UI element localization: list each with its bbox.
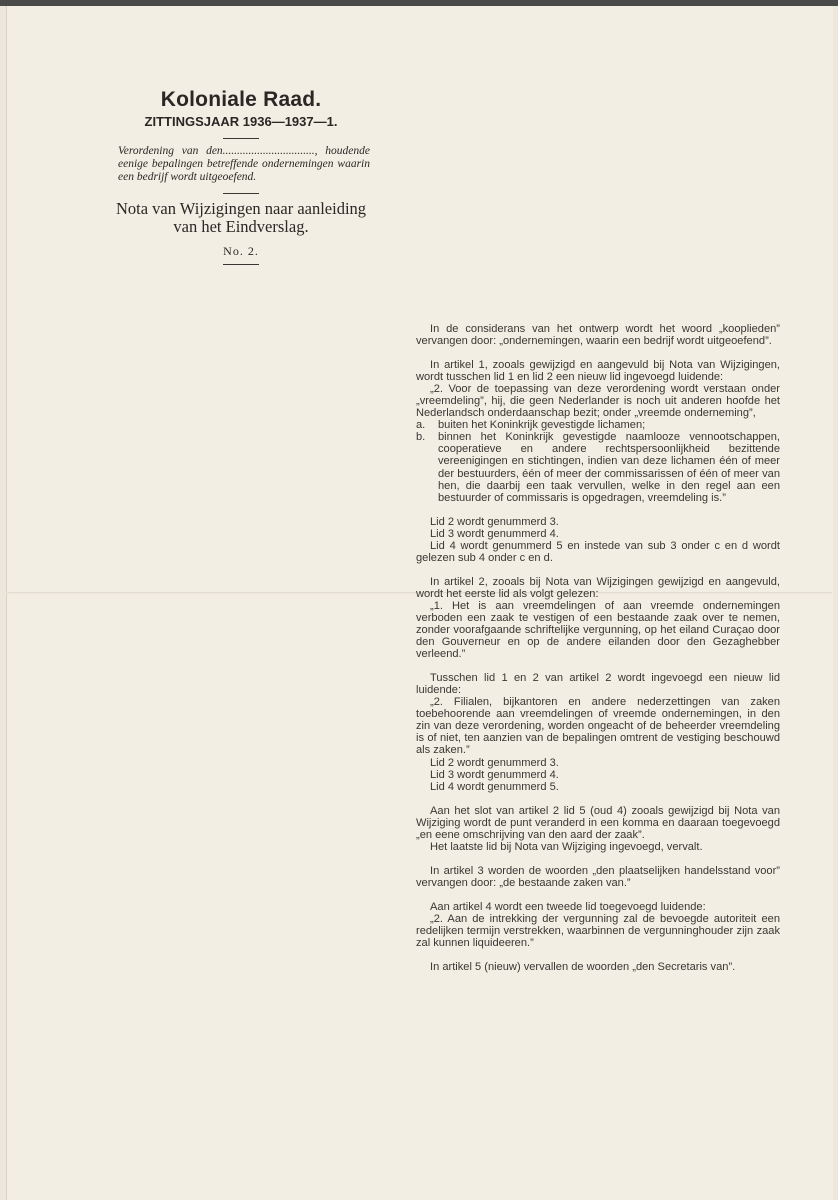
divider: [223, 264, 259, 265]
paragraph-new-lid: [416, 672, 780, 792]
renumber-line: Lid 2 wordt genummerd 3.: [430, 756, 559, 769]
paragraph-artikel-4: [416, 901, 780, 949]
paragraph-artikel-3: In artikel 3 worden de woorden „den plaatselijken handelsstand voor” vervangen door: „de bestaande zaken van.”: [416, 864, 780, 889]
council-title: Koloniale Raad.: [160, 88, 322, 111]
paragraph-intro: Aan artikel 4 wordt een tweede lid toegevoegd luidende:: [430, 900, 706, 913]
list-label: a.: [416, 419, 426, 432]
renumber-line: Lid 4 wordt genummerd 5.: [430, 780, 559, 793]
quoted-text: „1. Het is aan vreemdelingen of aan vreemde ondernemingen verboden een zaak te vestigen of een bestaande zaak over te nemen, zonder voorafgaande schriftelijke vergunning, op het eiland Curaçao door den Gouverneur en op de andere eilanden door den Gezaghebber verleend.”: [416, 599, 780, 661]
paragraph-artikel-2: [416, 576, 780, 660]
paragraph-artikel-2-lid-5: [416, 805, 780, 853]
list-text: buiten het Koninkrijk gevestigde lichamen;: [438, 419, 646, 432]
session-year: ZITTINGSJAAR 1936—1937—1.: [144, 114, 338, 129]
list-text: binnen het Koninkrijk gevestigde naamlooze vennootschappen, cooperatieve en andere rechtspersoonlijkheid bezittende vereenigingen en stichtingen, indien van deze lichamen één of meer der bestuurders, één of meer der commissarissen of één of meer van hen, die daarbij een taak vervullen, welke in den regel aan een bestuurder of commissaris is opgedragen, vreemdeling is.”: [438, 431, 780, 504]
document-header: [112, 88, 370, 271]
divider: [223, 138, 259, 139]
quoted-text: „2. Filialen, bijkantoren en andere nederzettingen van zaken toebehoorende aan vreemdelingen of vreemde ondernemingen, in den zin van deze verordening, worden ongeacht of de beheerder vreemdeling is of niet, ten aanzien van de bepalingen omtrent de vestiging beschouwd als zaken.”: [416, 696, 780, 757]
renumber-line: Lid 3 wordt genummerd 4.: [430, 768, 559, 781]
renumber-line: Lid 3 wordt genummerd 4.: [430, 527, 559, 540]
paragraph-text: Het laatste lid bij Nota van Wijziging ingevoegd, vervalt.: [430, 840, 703, 853]
list-item: [416, 431, 780, 503]
ordinance-description: Verordening van den................................, houdende eenige bepalingen betreffende ondernemingen waarin een bedrijf wordt uitgeoefend.: [118, 145, 370, 183]
divider: [223, 193, 259, 194]
paragraph-artikel-5: In artikel 5 (nieuw) vervallen de woorden „den Secretaris van”.: [430, 961, 736, 974]
paragraph-intro: In artikel 1, zooals gewijzigd en aangevuld bij Nota van Wijzigingen, wordt tusschen lid 1 en lid 2 een nieuw lid ingevoegd luidende:: [416, 359, 780, 384]
list-label: b.: [416, 431, 426, 444]
amendments-body: [416, 323, 780, 985]
paragraph-renumbering: [416, 516, 780, 564]
paragraph-artikel-1: [416, 359, 780, 504]
list-item: [416, 419, 780, 431]
paragraph-intro: Tusschen lid 1 en 2 van artikel 2 wordt ingevoegd een nieuw lid luidende:: [416, 672, 780, 697]
renumber-line: Lid 2 wordt genummerd 3.: [430, 515, 559, 528]
quoted-text: „2. Voor de toepassing van deze verordening wordt verstaan onder „vreemdeling”, hij, die geen Nederlander is noch uit anderen hoofde het Nederlandsch onderdaanschap bezit; onder „vreemde onderneming”,: [416, 383, 780, 420]
paragraph-considerans: In de considerans van het ontwerp wordt het woord „kooplieden” vervangen door: „ondernemingen, waarin een bedrijf wordt uitgeoefend”.: [416, 323, 780, 348]
nota-title: Nota van Wijzigingen naar aanleiding van het Eindverslag.: [115, 199, 367, 236]
paragraph-intro: In artikel 2, zooals bij Nota van Wijzigingen gewijzigd en aangevuld, wordt het eerste lid als volgt gelezen:: [416, 575, 780, 600]
renumber-line: Lid 4 wordt genummerd 5 en instede van sub 3 onder c en d wordt gelezen sub 4 onder c en d.: [416, 539, 780, 564]
quoted-text: „2. Aan de intrekking der vergunning zal de bevoegde autoriteit een redelijken termijn verstrekken, waarbinnen de vergunninghouder zijn zaak zal kunnen liquideeren.”: [416, 912, 780, 950]
document-number: No. 2.: [223, 244, 259, 258]
paragraph-text: Aan het slot van artikel 2 lid 5 (oud 4) zooals gewijzigd bij Nota van Wijziging wordt de punt veranderd in een komma en daaraan toegevoegd „en eene omschrijving van den aard der zaak”.: [416, 804, 780, 841]
